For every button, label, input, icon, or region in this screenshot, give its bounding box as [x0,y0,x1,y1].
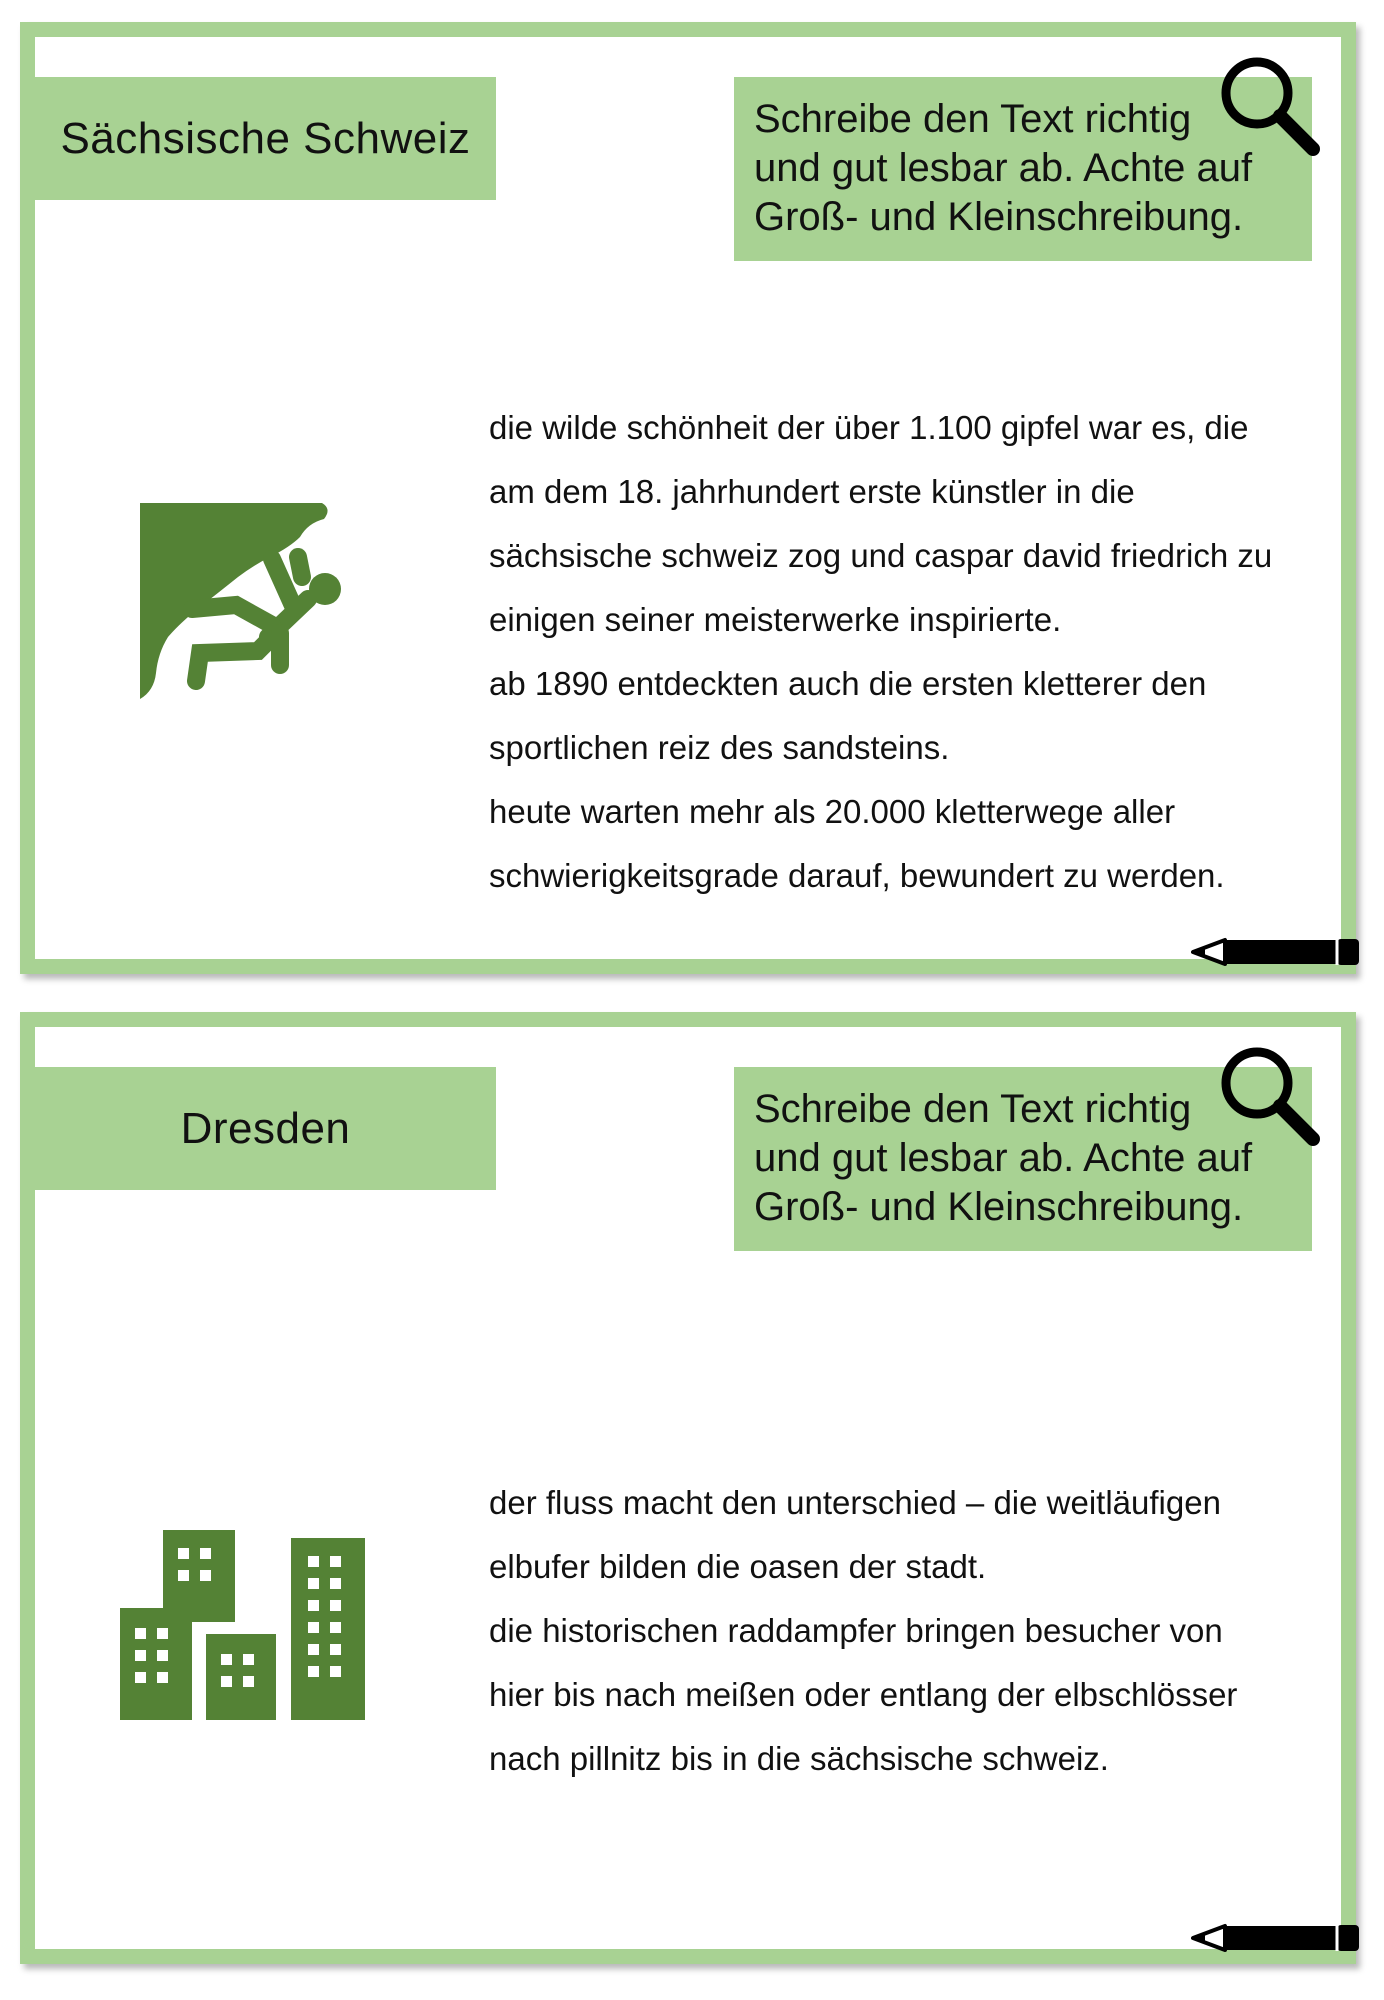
pencil-icon [1191,1922,1361,1954]
task-line: Schreibe den Text richtig [754,1087,1192,1131]
rock-climber-icon [140,503,360,703]
text-line: sportlichen reiz des sandsteins. [489,729,950,766]
text-line: schwierigkeitsgrade darauf, bewundert zu werden. [489,857,1225,894]
text-line: der fluss macht den unterschied – die weitläufigen [489,1484,1221,1521]
text-line: heute warten mehr als 20.000 kletterwege aller [489,793,1176,830]
text-to-copy [489,396,1329,908]
card-title: Sächsische Schweiz [35,77,496,200]
card-title: Dresden [35,1067,496,1190]
text-line: nach pillnitz bis in die sächsische schweiz. [489,1740,1109,1777]
city-buildings-icon [120,1530,365,1720]
task-card-dresden [20,1012,1356,1964]
pencil-icon [1191,936,1361,968]
text-line: am dem 18. jahrhundert erste künstler in die [489,473,1135,510]
task-line: und gut lesbar ab. Achte auf [754,146,1253,190]
text-line: sächsische schweiz zog und caspar david friedrich zu [489,537,1273,574]
task-line: und gut lesbar ab. Achte auf [754,1136,1253,1180]
task-card-saechsische-schweiz [20,22,1356,974]
magnifier-icon [1215,51,1325,161]
task-line: Groß- und Kleinschreibung. [754,1185,1244,1229]
text-line: die wilde schönheit der über 1.100 gipfel war es, die [489,409,1249,446]
text-line: ab 1890 entdeckten auch die ersten kletterer den [489,665,1207,702]
text-line: die historischen raddampfer bringen besucher von [489,1612,1223,1649]
task-line: Schreibe den Text richtig [754,97,1192,141]
text-to-copy [489,1471,1329,1791]
text-line: elbufer bilden die oasen der stadt. [489,1548,987,1585]
task-line: Groß- und Kleinschreibung. [754,195,1244,239]
text-line: hier bis nach meißen oder entlang der elbschlösser [489,1676,1238,1713]
magnifier-icon [1215,1041,1325,1151]
text-line: einigen seiner meisterwerke inspirierte. [489,601,1062,638]
